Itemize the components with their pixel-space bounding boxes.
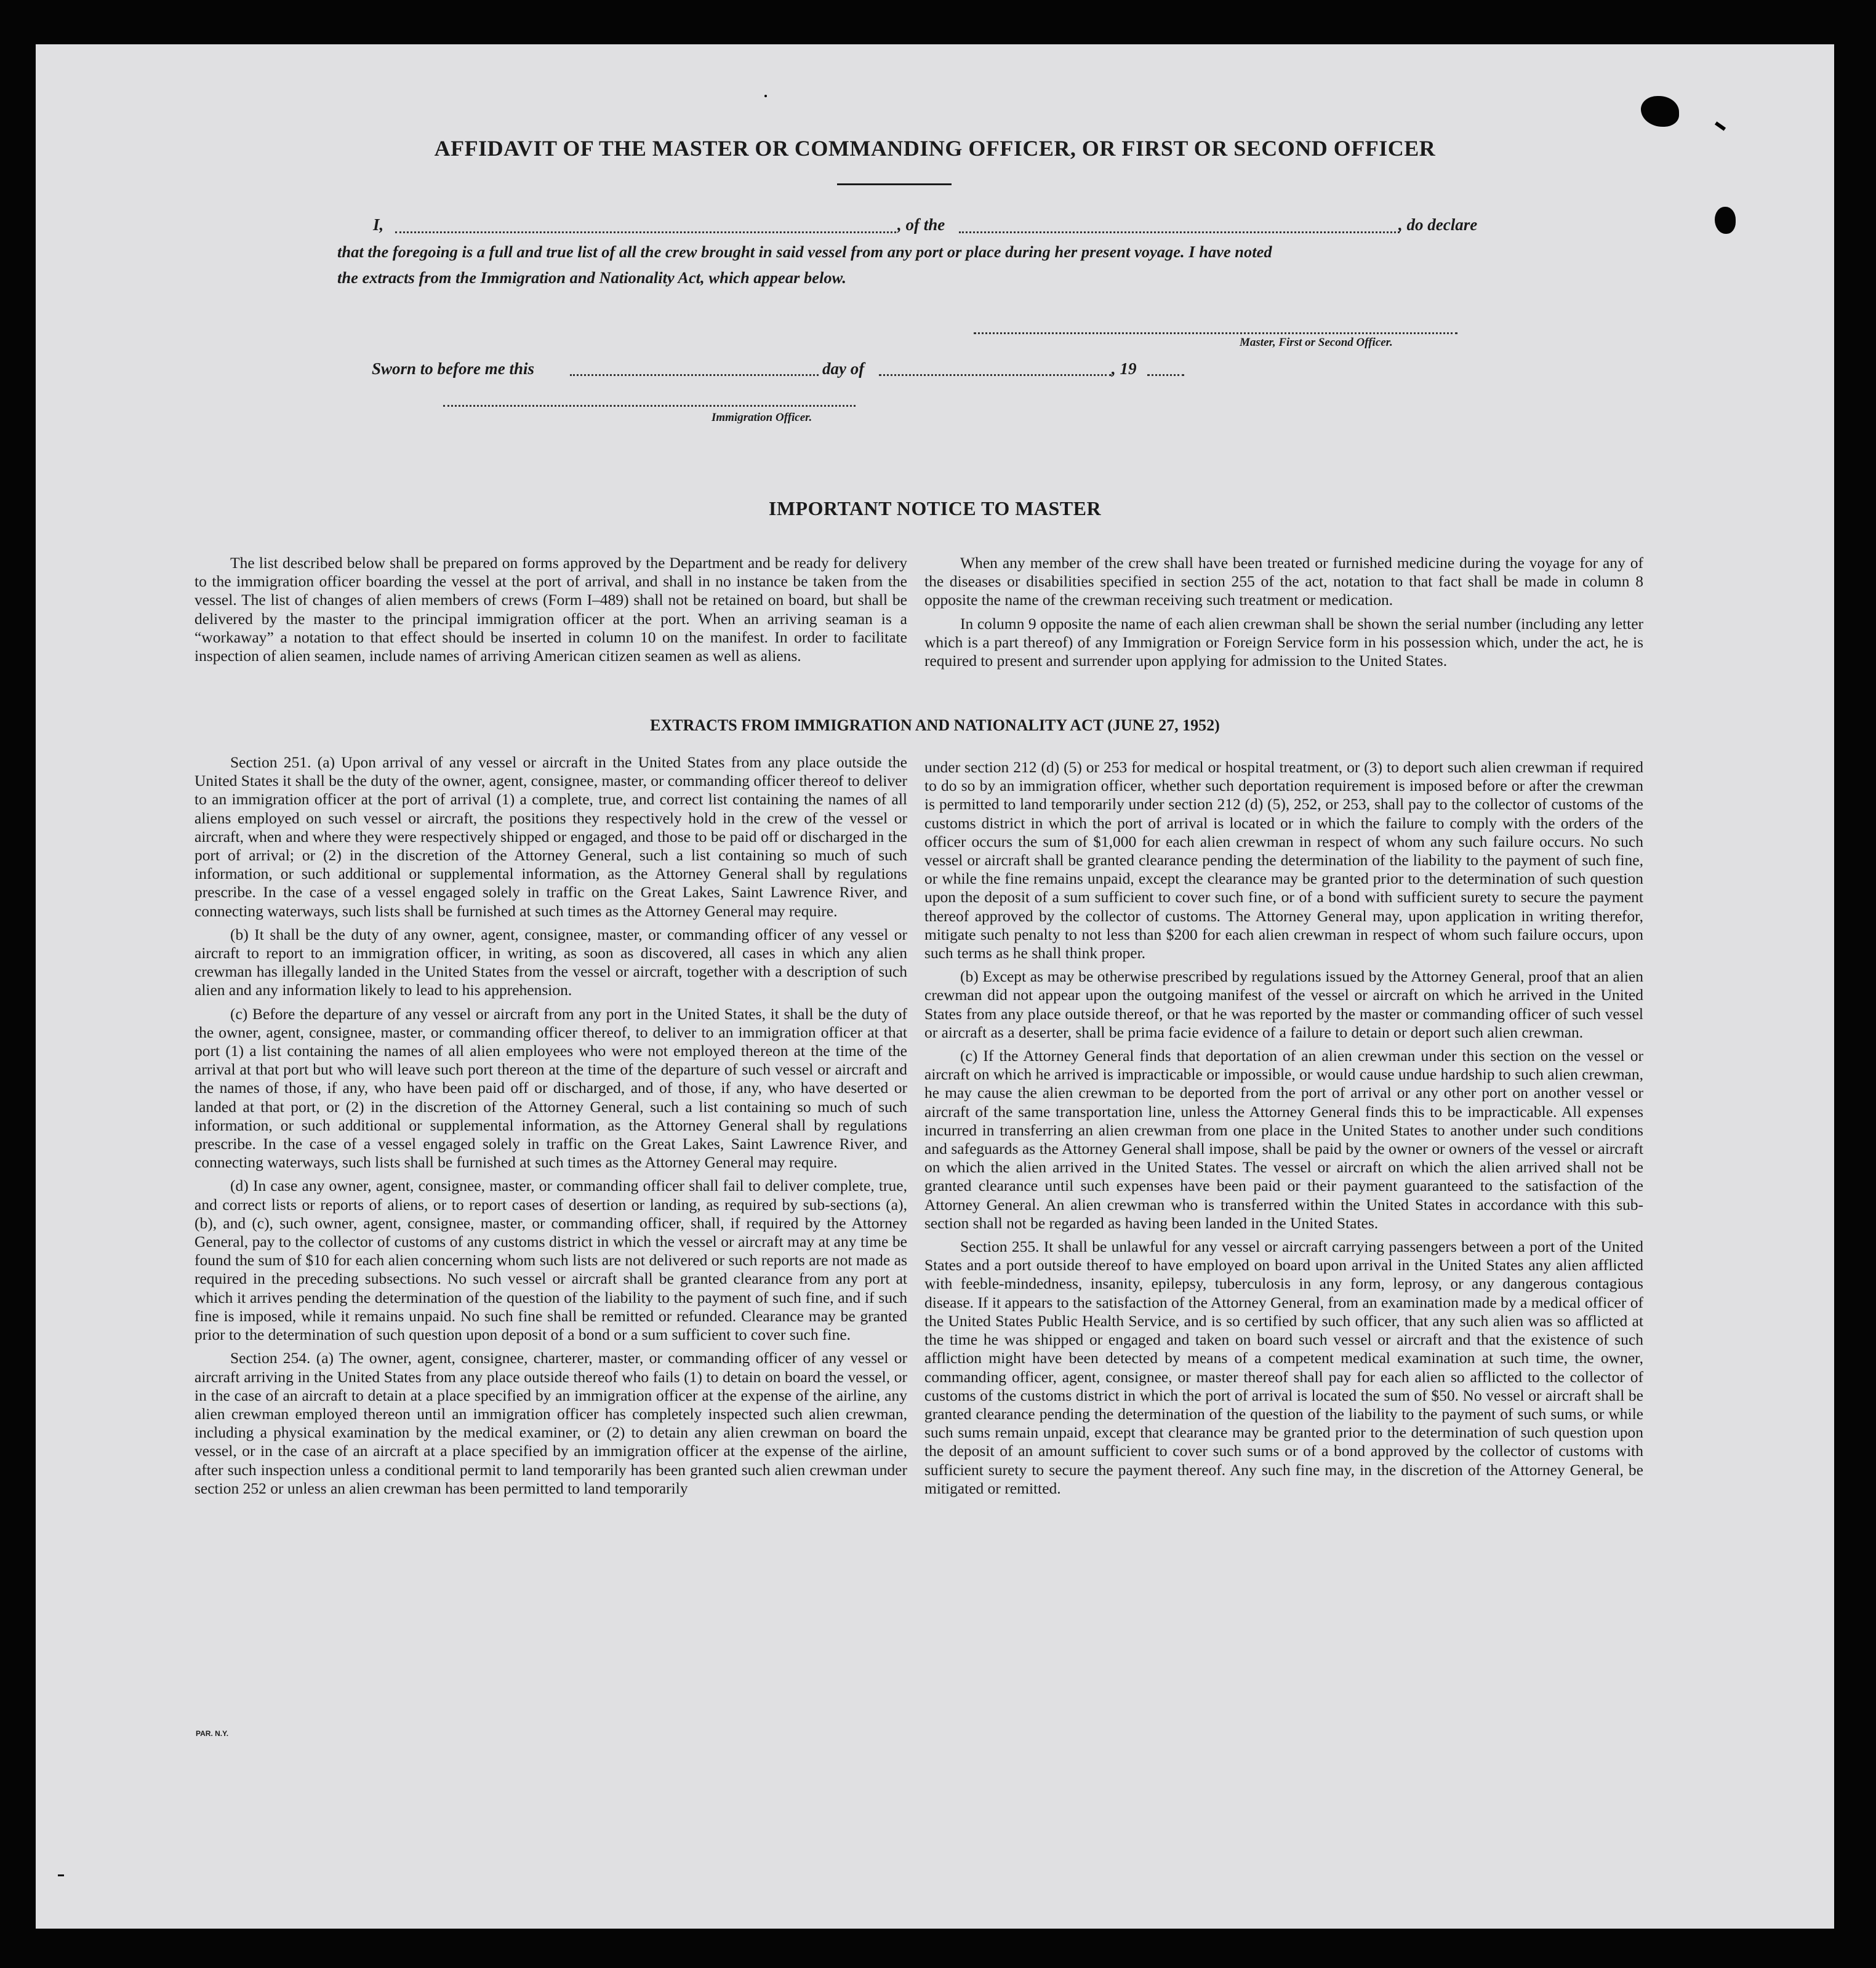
- document-page: [36, 44, 1834, 1929]
- declaration-line-3: the extracts from the Immigration and Nationality Act, which appear below.: [337, 268, 846, 287]
- sworn-text: Sworn to before me this: [372, 359, 535, 378]
- master-signature-line: [974, 332, 1457, 334]
- sworn-month-blank: [879, 374, 1112, 376]
- notice-left-paragraph: The list described below shall be prepared on forms approved by the Department and be ready for delivery to the immigration officer boarding the vessel at the port of arrival, and shall in no instance be taken from the vessel. The list of changes of alien members of crews (Form I–489) shall not be retained on board, but shall be delivered by the master to the principal immigration officer at the port. When an arriving seaman is a “workaway” a notation to that effect should be inserted in column 10 on the manifest. In order to facilitate inspection of alien seamen, include names of arriving American citizen seamen as well as aliens.: [194, 554, 907, 665]
- section-251-c: (c) Before the departure of any vessel or aircraft from any port in the United States, it shall be the duty of the owner, agent, consignee, master, or commanding officer thereof, to deliver to an immigration officer at that port (1) a list containing the names of all alien employees who were not employed thereon at the time of the arrival at that port but who will leave such port thereon at the time of the departure of such vessel or aircraft and the names of those, if any, who have been paid off or discharged, and of those, if any, who have deserted or landed at that port, or (2) in the discretion of the Attorney General, such a list containing so much of such information, or such additional or supplemental information, as the Attorney General shall by regulations prescribe. In the case of a vessel engaged solely in traffic on the Great Lakes, Saint Lawrence River, and connecting waterways, such lists shall be furnished at such times as the Attorney General may require.: [194, 1004, 907, 1172]
- punch-hole-mark: [1641, 96, 1679, 127]
- notice-right-paragraph-2: In column 9 opposite the name of each alien crewman shall be shown the serial number (including any letter which is a part thereof) of any Immigration or Foreign Service form in his possession which, under the act, he is required to present and surrender upon applying for admission to the United States.: [924, 614, 1643, 670]
- declaration-do-declare: , do declare: [1398, 215, 1478, 234]
- declaration-i: I,: [373, 215, 384, 234]
- section-251-b: (b) It shall be the duty of any owner, agent, consignee, master, or commanding officer of any vessel or aircraft to report to an immigration officer, in writing, as soon as discovered, all cases in which any alien crewman has illegally landed in the United States from the vessel or aircraft, together with a description of such alien and any information likely to lead to his apprehension.: [194, 925, 907, 999]
- year-prefix: , 19: [1112, 359, 1137, 378]
- vessel-blank: [959, 231, 1400, 233]
- title-underline: [837, 183, 952, 185]
- ink-speck: [764, 95, 767, 97]
- affidavit-title: AFFIDAVIT OF THE MASTER OR COMMANDING OFFICER, OR FIRST OR SECOND OFFICER: [434, 136, 1436, 161]
- master-caption: Master, First or Second Officer.: [1240, 336, 1393, 349]
- notice-title: IMPORTANT NOTICE TO MASTER: [768, 497, 1102, 519]
- extracts-title: EXTRACTS FROM IMMIGRATION AND NATIONALITY ACT (JUNE 27, 1952): [650, 716, 1220, 734]
- day-of-text: day of: [822, 359, 865, 378]
- section-255: Section 255. It shall be unlawful for any vessel or aircraft carrying passengers between a port of the United States and a port outside thereof to have employed on board upon arrival in the United States any alien afflicted with feeble-mindedness, insanity, epilepsy, tuberculosis in any form, leprosy, or any dangerous contagious disease. If it appears to the satisfaction of the Attorney General, from an examination made by a medical officer of the United States Public Health Service, and is so certified by such officer, that any such alien was so afflicted at the time he was shipped or engaged and taken on board such vessel or aircraft and that the existence of such affliction might have been detected by means of a competent medical examination at such time, the owner, commanding officer, agent, consignee, or master thereof shall pay for each alien so afflicted to the collector of customs of the customs district in which the port of arrival is located the sum of $50. No vessel or aircraft shall be granted clearance pending the determination of the question of the liability to the payment of such sums, or while such sums remain unpaid, except that clearance may be granted prior to the determination of such question upon the deposit of an amount sufficient to cover such sums or of a bond approved by the collector of customs with sufficient surety to secure the payment thereof. Any such fine may, in the discretion of the Attorney General, be mitigated or remitted.: [924, 1238, 1643, 1497]
- section-254-a-continued: under section 212 (d) (5) or 253 for medical or hospital treatment, or (3) to deport such alien crewman if required to do so by an immigration officer, whether such deportation requirement is imposed before or after the crewman is permitted to land temporarily under section 212 (d) (5), 252, or 253, shall pay to the collector of customs of the customs district in which the port of arrival is located or in which the failure to comply with the orders of the officer occurs the sum of $1,000 for each alien crewman in respect of whom any such failure occurs. No such vessel or aircraft shall be granted clearance pending the determination of the liability to the payment of such fine, or while the fine remains unpaid, except the clearance may be granted prior to the determination of such question upon the deposit of a sum sufficient to cover such fine, or of a bond with sufficient surety to secure the payment thereof approved by the collector of customs. The Attorney General may, upon application in writing therefor, mitigate such penalty to not less than $200 for each alien crewman in respect of whom such failure occurs, upon such terms as he shall think proper.: [924, 758, 1643, 962]
- sworn-day-blank: [570, 374, 819, 376]
- section-251-a: Section 251. (a) Upon arrival of any vessel or aircraft in the United States from any place outside the United States it shall be the duty of the owner, agent, consignee, master, or commanding officer thereof to deliver to an immigration officer at the port of arrival (1) a complete, true, and correct list containing the names of all aliens employed on such vessel or aircraft, the positions they respectively hold in the crew of the vessel or aircraft, when and where they were respectively shipped or engaged, and those to be paid off or discharged in the port of arrival; or (2) in the discretion of the Attorney General, such a list containing so much of such information, or such additional or supplemental information, as the Attorney General shall by regulations prescribe. In the case of a vessel engaged solely in traffic on the Great Lakes, Saint Lawrence River, and connecting waterways, such lists shall be furnished at such times as the Attorney General may require.: [194, 753, 907, 920]
- section-251-d: (d) In case any owner, agent, consignee, master, or commanding officer shall fail to deliver complete, true, and correct lists or reports of aliens, or to report cases of desertion or landing, as required by sub-sections (a), (b), and (c), such owner, agent, consignee, master, or commanding officer, shall, if required by the Attorney General, pay to the collector of customs of any customs district in which the vessel or aircraft may at any time be found the sum of $10 for each alien concerning whom such lists are not delivered or such reports are not made as required in the preceding subsections. No such vessel or aircraft shall be granted clearance from any port at which it arrives pending the determination of the question of the liability to the payment of such fine, and if such fine is imposed, while it remains unpaid. No such fine shall be remitted or refunded. Clearance may be granted prior to the determination of such question upon deposit of a bond or a sum sufficient to cover such fine.: [194, 1177, 907, 1344]
- year-blank: [1147, 374, 1184, 376]
- section-254-c: (c) If the Attorney General finds that deportation of an alien crewman under this section on the vessel or aircraft on which he arrived is impracticable or impossible, or would cause undue hardship to such alien crewman, he may cause the alien crewman to be deported from the port of arrival or any other port on another vessel or aircraft of the same transportation line, unless the Attorney General finds this to be impracticable. All expenses incurred in transferring an alien crewman from one place in the United States to another under such conditions and safeguards as the Attorney General shall impose, shall be paid by the owner or owners of the vessel or aircraft on which the alien arrived in the United States. The vessel or aircraft on which the alien arrived shall not be granted clearance until such expenses have been paid or their payment guaranteed to the satisfaction of the Attorney General. An alien crewman who is transferred within the United States in accordance with this sub-section shall not be regarded as having been landed in the United States.: [924, 1047, 1643, 1232]
- section-254-a: Section 254. (a) The owner, agent, consignee, charterer, master, or commanding officer of any vessel or aircraft arriving in the United States from any place outside thereof who fails (1) to detain on board the vessel, or in the case of an aircraft to detain at a place specified by an immigration officer at the expense of the airline, any alien crewman employed thereon until an immigration officer has completely inspected such alien crewman, including a physical examination by the medical examiner, or (2) to detain any alien crewman on board the vessel, or in the case of an aircraft at a place specified by an immigration officer at the expense of the airline, after such inspection unless a conditional permit to land temporarily has been granted such alien crewman under section 252 or unless an alien crewman has been permitted to land temporarily: [194, 1349, 907, 1497]
- notice-right-paragraph-1: When any member of the crew shall have been treated or furnished medicine during the voyage for any of the diseases or disabilities specified in section 255 of the act, notation to that fact shall be made in column 8 opposite the name of the crewman receiving such treatment or medication.: [924, 554, 1643, 609]
- name-blank: [395, 231, 896, 233]
- punch-hole-mark: [1715, 207, 1736, 234]
- extracts-right-column: [924, 758, 1643, 1498]
- immigration-signature-line: [443, 405, 856, 407]
- section-254-b: (b) Except as may be otherwise prescribed by regulations issued by the Attorney General, proof that an alien crewman did not appear upon the outgoing manifest of the vessel or aircraft on which he arrived in the United States from any place outside thereof, or that he was reported by the master or commanding officer of such vessel or aircraft as a deserter, shall be prima facie evidence of a failure to detain or deport such alien crewman.: [924, 967, 1643, 1041]
- immigration-caption: Immigration Officer.: [712, 411, 812, 424]
- declaration-of-the: , of the: [897, 215, 945, 234]
- notice-right-column: [924, 554, 1643, 670]
- notice-left-column: [194, 554, 907, 665]
- printer-mark: PAR. N.Y.: [196, 1729, 229, 1738]
- ink-speck: [58, 1874, 64, 1876]
- ink-speck: [1715, 121, 1726, 130]
- declaration-line-2: that the foregoing is a full and true list of all the crew brought in said vessel from any port or place during her present voyage. I have noted: [337, 242, 1272, 261]
- extracts-left-column: [194, 753, 907, 1498]
